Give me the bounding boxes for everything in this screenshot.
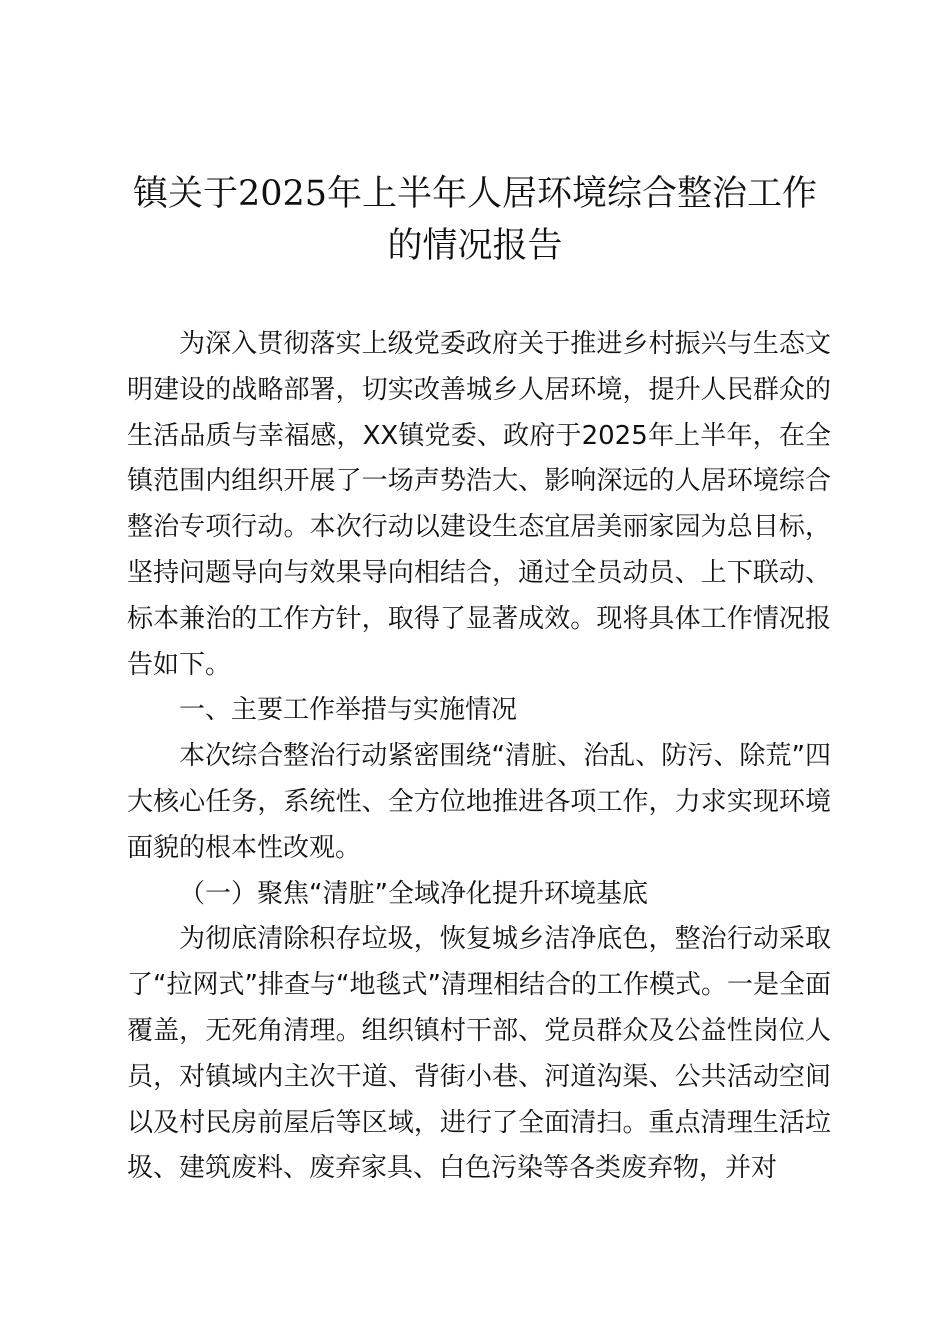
document-body xyxy=(127,322,831,1192)
title-line-2: 的情况报告 xyxy=(387,226,563,266)
title-line-1: 镇关于2025年上半年人居环境综合整治工作 xyxy=(132,174,818,214)
section-heading-1: 一、主要工作举措与实施情况 xyxy=(179,695,518,726)
subsection-heading-1: （一）聚焦“清脏”全域净化提升环境基底 xyxy=(179,878,648,909)
section-1-paragraph: 本次综合整治行动紧密围绕“清脏、治乱、防污、除荒”四大核心任务，系统性、全方位地推进各项工作，力求实现环境面貌的根本性改观。 xyxy=(127,741,831,863)
intro-paragraph: 为深入贯彻落实上级党委政府关于推进乡村振兴与生态文明建设的战略部署，切实改善城乡人居环境，提升人民群众的生活品质与幸福感，XX镇党委、政府于2025年上半年，在全镇范围内组织开展了一场声势浩大、影响深远的人居环境综合整治专项行动。本次行动以建设生态宜居美丽家园为总目标，坚持问题导向与效果导向相结合，通过全员动员、上下联动、标本兼治的工作方针，取得了显著成效。现将具体工作情况报告如下。 xyxy=(127,329,831,680)
document-title xyxy=(120,168,830,272)
subsection-1-paragraph: 为彻底清除积存垃圾，恢复城乡洁净底色，整治行动采取了“拉网式”排查与“地毯式”清理相结合的工作模式。一是全面覆盖，无死角清理。组织镇村干部、党员群众及公益性岗位人员，对镇域内主次干道、背街小巷、河道沟渠、公共活动空间以及村民房前屋后等区域，进行了全面清扫。重点清理生活垃圾、建筑废料、废弃家具、白色污染等各类废弃物，并对 xyxy=(127,924,831,1184)
